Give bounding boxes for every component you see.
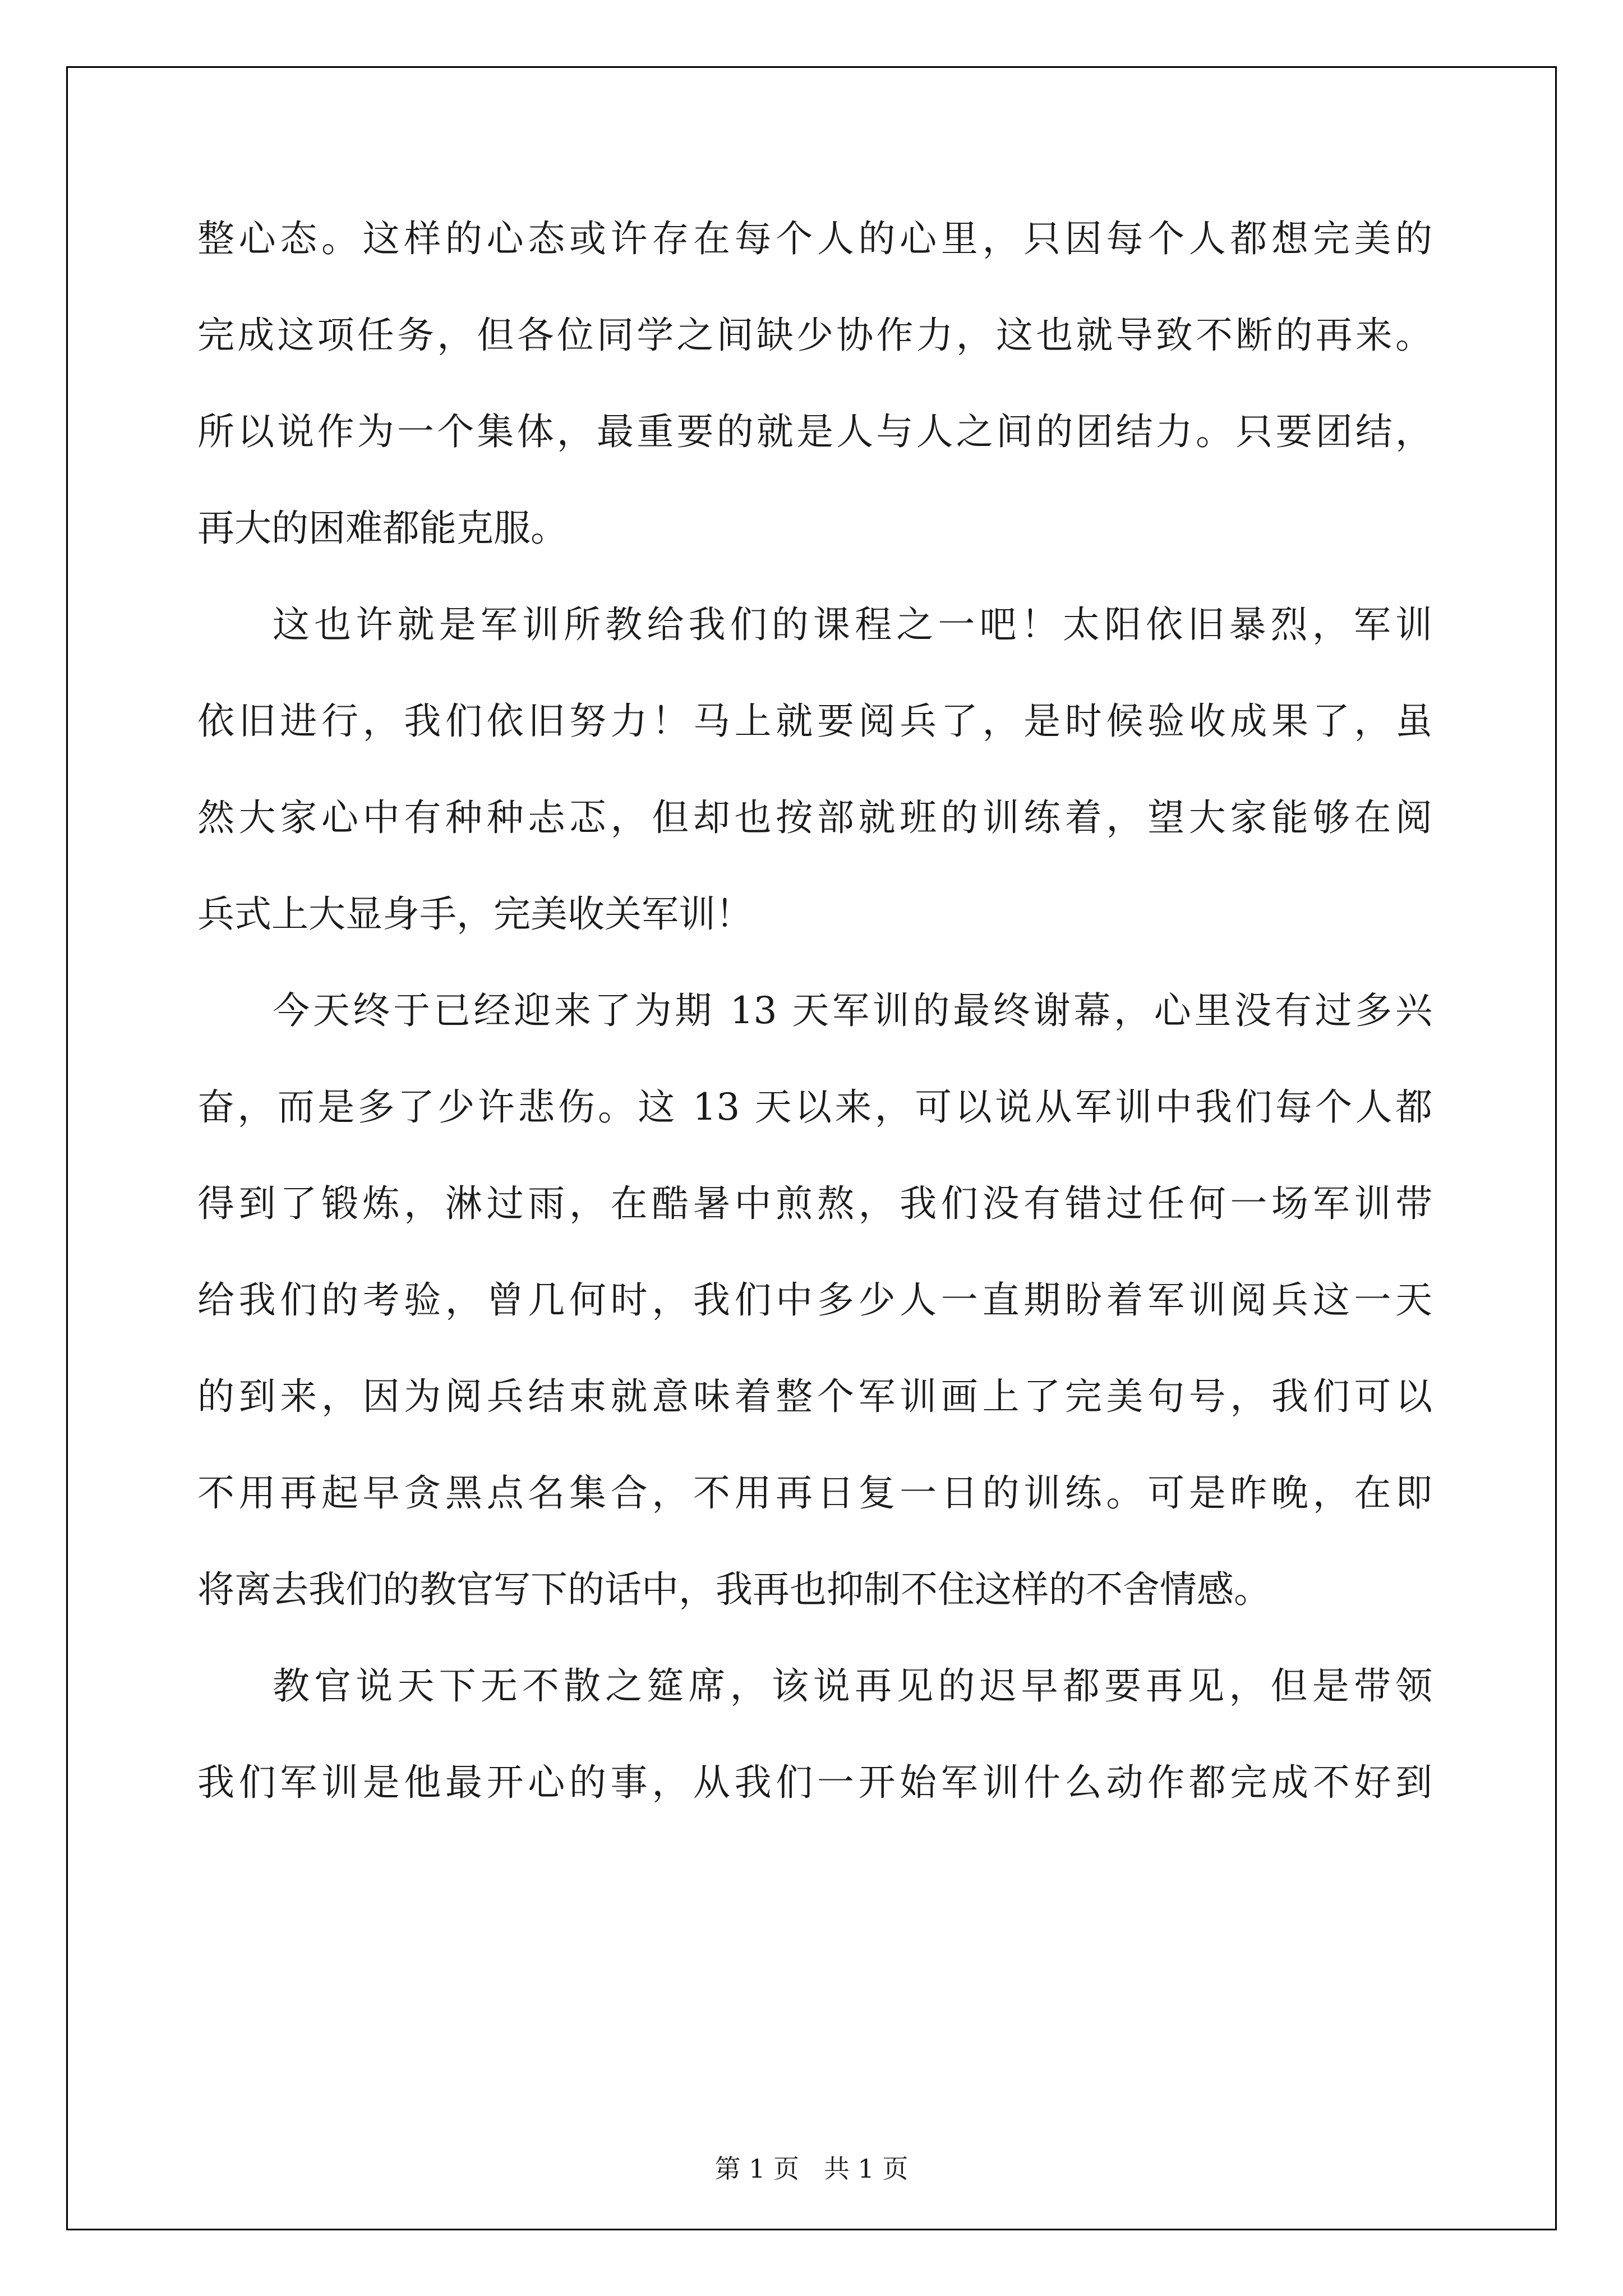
text-line: 再大的困难都能克服。 (197, 507, 568, 550)
document-body (197, 191, 1432, 1831)
text-line: 依旧进行，我们依旧努力！马上就要阅兵了，是时候验收成果了，虽 (197, 700, 1432, 743)
text-line: 然大家心中有种种忐忑，但却也按部就班的训练着，望大家能够在阅 (197, 796, 1432, 839)
text-line: 将离去我们的教官写下的话中，我再也抑制不住这样的不舍情感。 (197, 1568, 1271, 1611)
text-line: 我们军训是他最开心的事，从我们一开始军训什么动作都完成不好到 (197, 1761, 1432, 1804)
text-line: 今天终于已经迎来了为期 13 天军训的最终谢幕，心里没有过多兴 (273, 989, 1432, 1032)
text-line: 教官说天下无不散之筵席，该说再见的迟早都要再见，但是带领 (273, 1664, 1432, 1708)
page-number-footer: 第 1 页 共 1 页 (714, 2154, 909, 2184)
text-line: 给我们的考验，曾几何时，我们中多少人一直期盼着军训阅兵这一天 (197, 1278, 1432, 1322)
text-line: 奋，而是多了少许悲伤。这 13 天以来，可以说从军训中我们每个人都 (197, 1085, 1432, 1129)
text-line: 所以说作为一个集体，最重要的就是人与人之间的团结力。只要团结， (197, 410, 1432, 453)
text-line: 不用再起早贪黑点名集合，不用再日复一日的训练。可是昨晚，在即 (197, 1471, 1432, 1515)
text-line: 得到了锻炼，淋过雨，在酷暑中煎熬，我们没有错过任何一场军训带 (197, 1182, 1432, 1225)
text-line: 的到来，因为阅兵结束就意味着整个军训画上了完美句号，我们可以 (197, 1375, 1432, 1418)
text-line: 完成这项任务，但各位同学之间缺少协作力，这也就导致不断的再来。 (197, 314, 1432, 357)
text-line: 整心态。这样的心态或许存在每个人的心里，只因每个人都想完美的 (197, 217, 1432, 260)
text-line: 这也许就是军训所教给我们的课程之一吧！太阳依旧暴烈，军训 (273, 603, 1432, 646)
text-line: 兵式上大显身手，完美收关军训！ (197, 892, 753, 936)
